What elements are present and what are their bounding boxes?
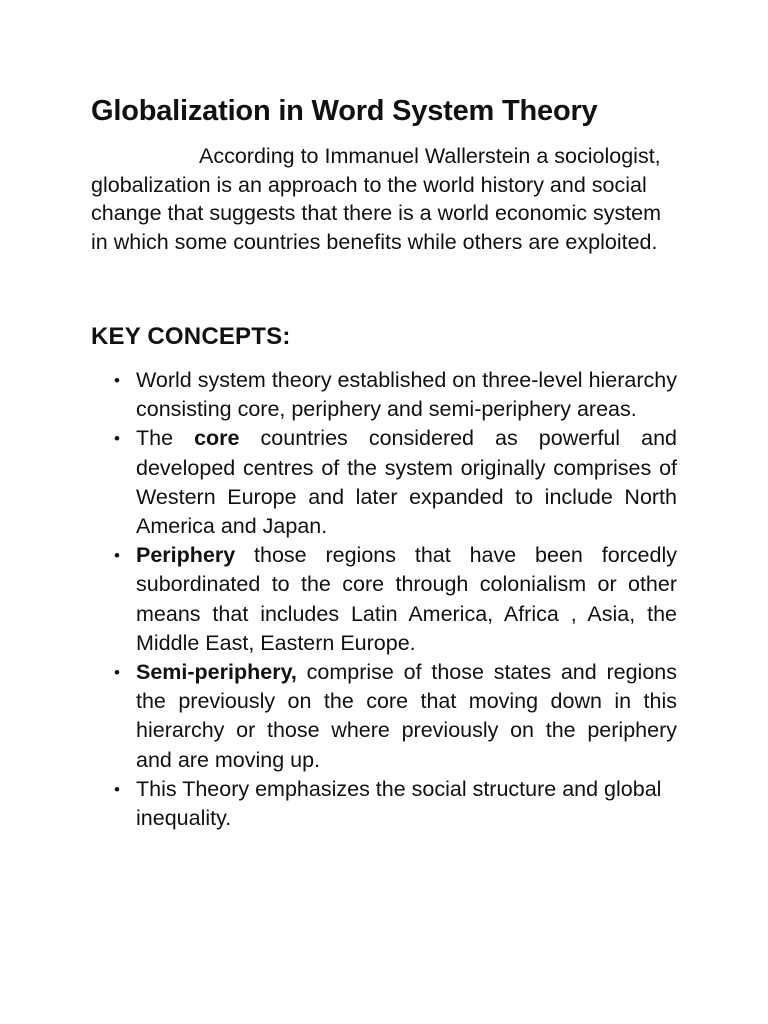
concept-text: comprise of those states and regions the previously on the core that moving down in this hierarchy or those where previously on the periphery and are moving up.	[136, 660, 677, 772]
key-concepts-heading: KEY CONCEPTS:	[91, 323, 291, 350]
document-title: Globalization in Word System Theory	[91, 95, 598, 127]
concept-item-core	[91, 424, 677, 541]
concept-term-periphery: Periphery	[136, 543, 236, 568]
bullet-icon: •	[114, 779, 120, 799]
bullet-icon: •	[114, 546, 120, 566]
bullet-icon: •	[114, 429, 120, 449]
concept-term-semi-periphery: Semi-periphery,	[136, 660, 297, 685]
bullet-icon: •	[114, 371, 120, 390]
key-concepts-list	[91, 366, 677, 833]
concept-item-world-system	[91, 366, 677, 424]
concept-term-core: core	[194, 426, 240, 451]
bullet-icon: •	[114, 663, 120, 683]
concept-text: countries considered as powerful and developed centres of the system originally comprises of Western Europe and later expanded to include North America and Japan.	[136, 426, 677, 539]
intro-paragraph: According to Immanuel Wallerstein a sociologist, globalization is an approach to the world history and social change that suggests that there is a world economic system in which some countries benefits while others are exploited.	[91, 144, 662, 254]
concept-item-periphery	[91, 541, 677, 658]
concept-text: This Theory emphasizes the social structure and global inequality.	[136, 776, 662, 831]
concept-prefix: The	[136, 426, 195, 451]
concept-item-semi-periphery	[91, 658, 677, 775]
concept-item-theory-emphasis	[91, 775, 677, 833]
concept-text: World system theory established on three-level hierarchy consisting core, periphery and semi-periphery areas.	[136, 368, 677, 422]
concept-text: those regions that have been forcedly subordinated to the core through colonialism or other means that includes Latin America, Africa , Asia, the Middle East, Eastern Europe.	[136, 543, 677, 655]
